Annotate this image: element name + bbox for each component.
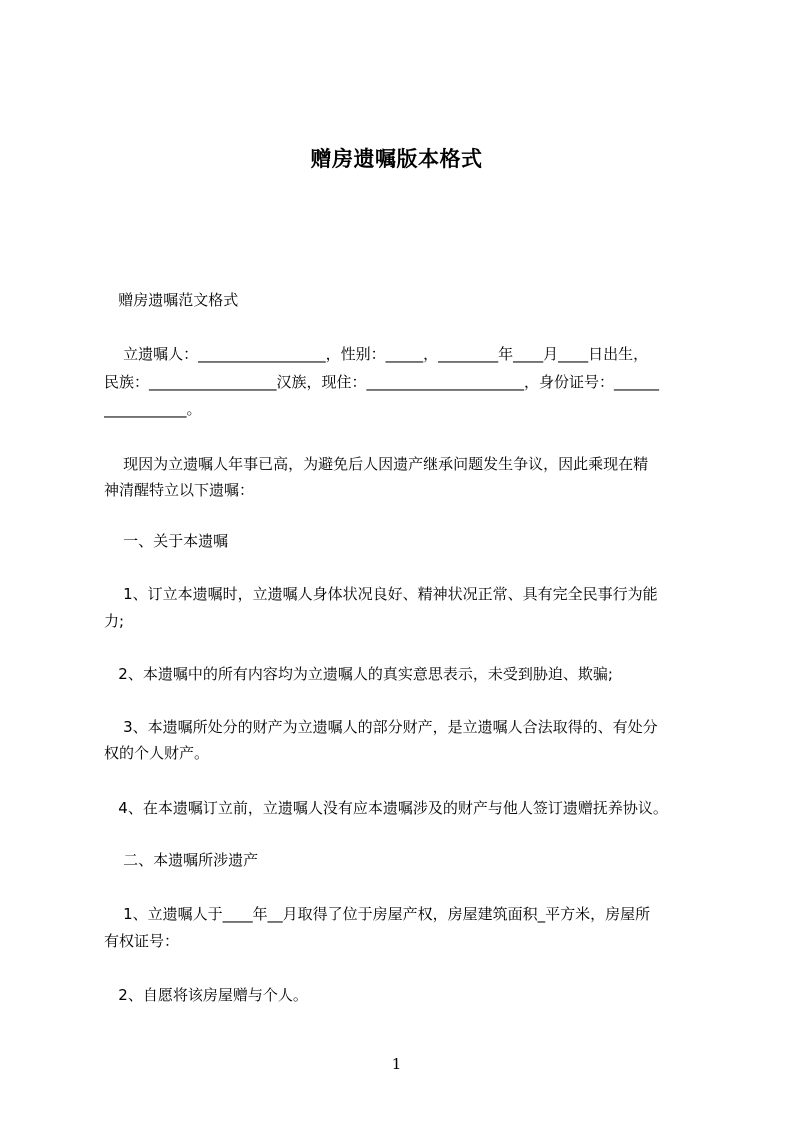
clause-line: 2、自愿将该房屋赠与个人。 [104,986,308,1004]
clause-line: 2、本遗嘱中的所有内容均为立遗嘱人的真实意思表示，未受到胁迫、欺骗; [104,665,613,683]
preamble-line: 神清醒特立以下遗嘱： [104,481,255,499]
subtitle-line: 赠房遗嘱范文格式 [104,291,239,309]
clause-line: 4、在本遗嘱订立前，立遗嘱人没有应本遗嘱涉及的财产与他人签订遗赠抚养协议。 [104,799,668,817]
clause-line: 3、本遗嘱所处分的财产为立遗嘱人的部分财产，是立遗嘱人合法取得的、有处分 [104,718,658,736]
testator-info-line: ___________。 [104,400,202,418]
document-title: 赠房遗嘱版本格式 [310,147,483,171]
clause-line: 1、订立本遗嘱时，立遗嘱人身体状况良好、精神状况正常、具有完全民事行为能 [104,585,658,603]
testator-info-line: 立遗嘱人：_________________，性别：_____，________年____月____日出生， [104,345,649,363]
section-heading: 一、关于本遗嘱 [104,532,229,550]
clause-line: 权的个人财产。 [104,744,210,762]
preamble-line: 现因为立遗嘱人年事已高，为避免后人因遗产继承问题发生争议，因此乘现在精 [104,455,649,473]
testator-info-line: 民族：_________________汉族，现住：_____________________，身份证号：______ [104,373,660,391]
clause-line: 有权证号： [104,932,180,950]
page-number: 1 [391,1055,402,1073]
section-heading: 二、本遗嘱所涉遗产 [104,851,259,869]
clause-line: 1、立遗嘱人于____年__月取得了位于房屋产权，房屋建筑面积_平方米，房屋所 [104,905,651,923]
clause-line: 力; [104,612,125,630]
